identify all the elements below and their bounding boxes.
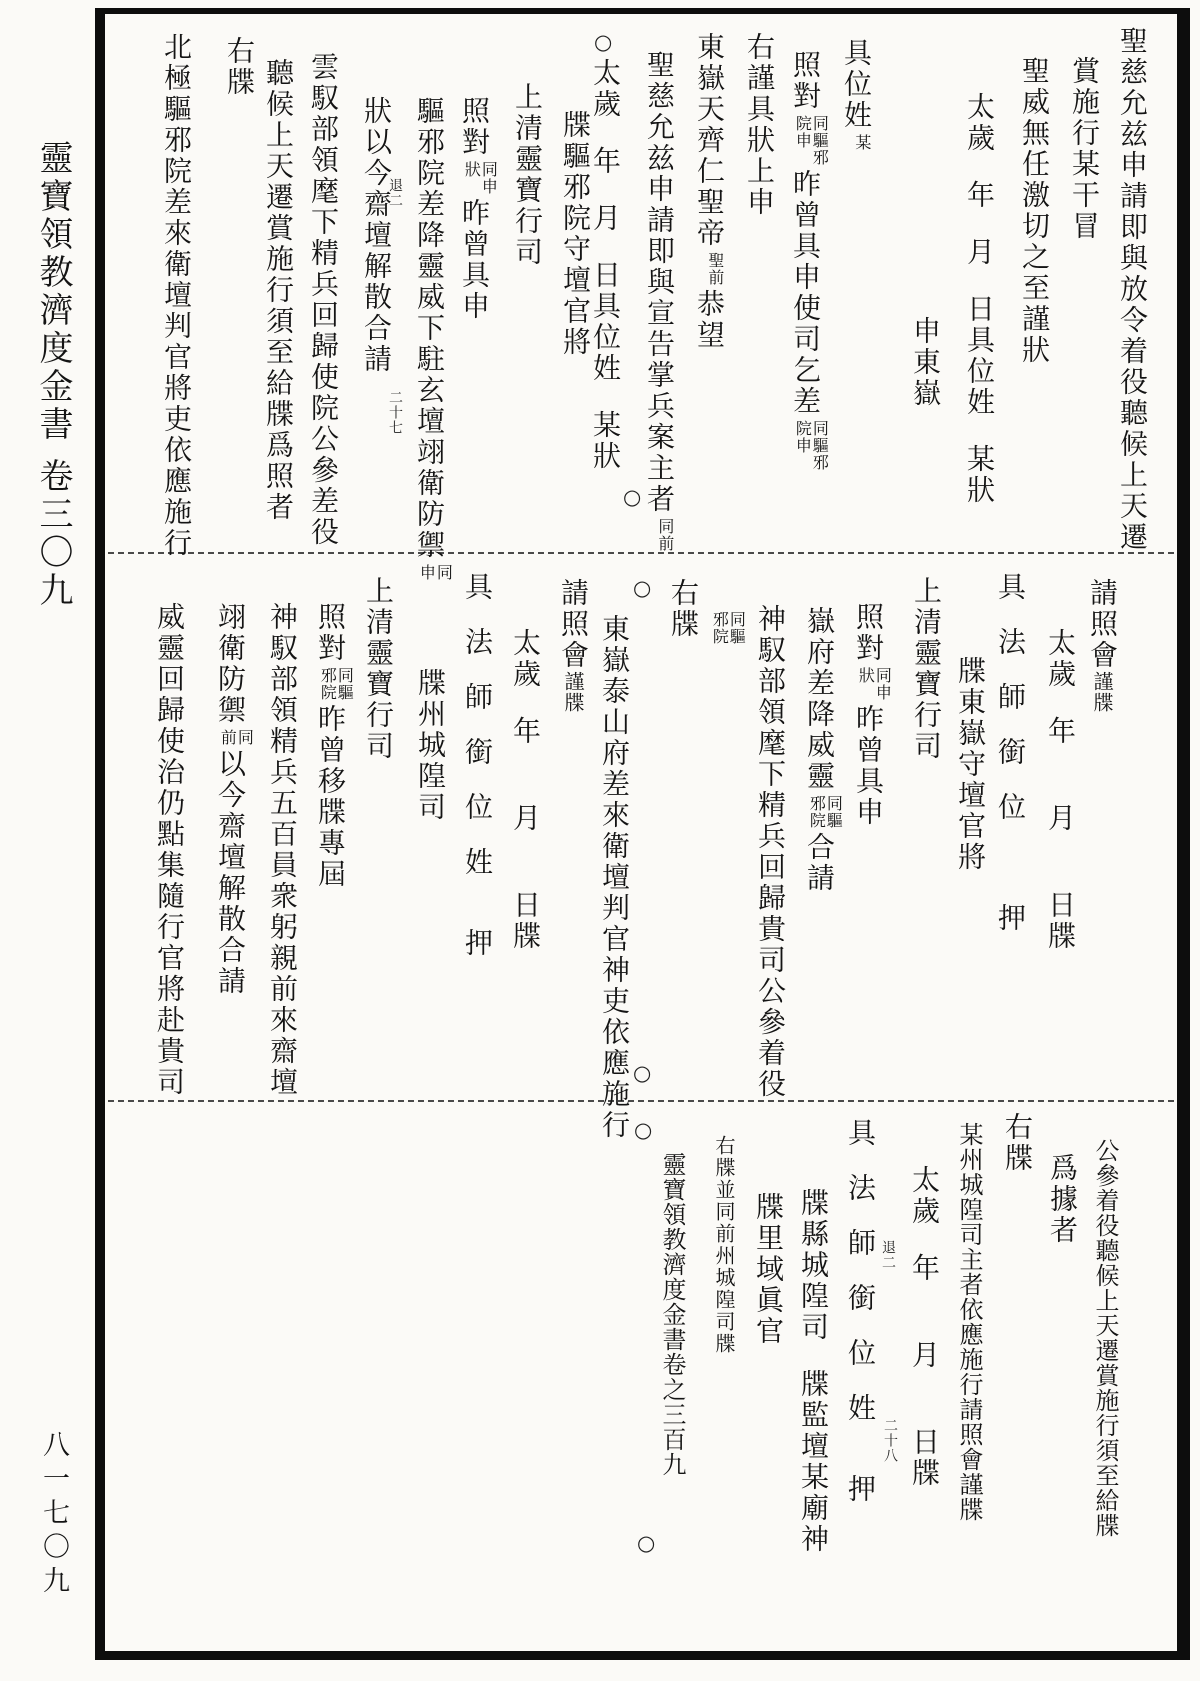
document-heading-column: 牒東嶽守壇官將: [954, 656, 985, 873]
text-column: 神馭部領麾下精兵回歸貴司公參着役: [754, 604, 785, 1100]
date-line-column: 太歲年月日牒: [908, 1165, 939, 1489]
colophon-volume-title: 靈寶領教濟度金書卷之三百九: [658, 1152, 684, 1477]
interlinear-note: 聖前: [705, 252, 723, 286]
book-title-text: 靈寶領教濟度金書: [34, 140, 71, 444]
text-column: 上清靈寶行司: [511, 82, 542, 268]
text-column: 右牒: [223, 36, 254, 98]
collation-note: 退二: [387, 178, 402, 208]
section-separator-mark: ○: [623, 485, 642, 509]
margin-page-number: [34, 1430, 74, 1600]
text-column: 照對 同驅 邪院 昨曾移牒專屆: [314, 602, 353, 890]
register-divider-line: [108, 1100, 1174, 1102]
text-column: 請照會謹牒: [1086, 578, 1117, 713]
collation-note: 退二: [880, 1240, 895, 1270]
signature-column: 具法師銜位姓押: [461, 572, 492, 959]
annotation-column: [700, 608, 744, 648]
text-column: 照對 同申 狀 昨曾具申: [458, 96, 497, 322]
text-column: 聖慈允兹申請即與放令着役聽候上天遷: [1116, 26, 1147, 553]
text-column: 北極驅邪院差來衛壇判官將吏依應施行: [160, 32, 191, 559]
text-column: 公參着役聽候上天遷賞施行須至給牒: [1091, 1138, 1117, 1538]
signature-column: 具法師銜位姓押: [844, 1118, 875, 1505]
text-column: 照對 同申 狀 昨曾具申: [852, 602, 891, 828]
text-column: 翊衛防禦 同 前 以今齋壇解散合請: [214, 602, 253, 997]
interlinear-note: 同前: [655, 518, 673, 552]
interlinear-note: 同驅邪 院申: [793, 115, 828, 166]
interlinear-note: 同 申: [417, 564, 452, 581]
document-heading-column: 牒州城隍司: [414, 668, 445, 823]
text-column: 雲馭部領麾下精兵回歸使院公參差役: [307, 52, 338, 548]
margin-book-title: [30, 140, 74, 610]
interlinear-note: 某: [852, 134, 870, 151]
note-column: 右牒並同前州城隍司牒: [712, 1135, 734, 1355]
date-line-column: 太歲年月日具位姓某狀: [963, 92, 994, 506]
text-column: 威靈回歸使治仍點集隨行官將赴貴司: [153, 602, 184, 1098]
interlinear-note: 同驅 邪院: [318, 667, 353, 701]
text-column: 上清靈寶行司: [910, 576, 941, 762]
text-column: 賞施行某干冒: [1068, 56, 1099, 242]
text-column: 狀以今齋壇解散合請: [360, 96, 391, 375]
date-line-column: 太歲年月日牒: [509, 628, 540, 952]
text-column: 請照會謹牒: [557, 578, 588, 713]
text-column: 東嶽天齊仁聖帝 聖前 恭望: [693, 32, 724, 351]
text-column: 右謹具狀上申: [743, 32, 774, 218]
text-column: 某州城隍司主者依應施行請照會謹牒: [955, 1122, 981, 1522]
text-column: 聖威無任激切之至謹狀: [1018, 56, 1049, 366]
text-column: 驅邪院差降靈威下駐玄壇翊衛防禦 同 申: [413, 96, 452, 581]
text-column: 申東嶽: [909, 316, 940, 409]
document-heading-column: 牒里域眞官: [752, 1192, 783, 1347]
interlinear-note: 同 前: [218, 729, 253, 746]
interlinear-note: 同申 狀: [462, 161, 497, 195]
document-heading-column: 牒驅邪院守壇官將: [559, 110, 590, 358]
interlinear-note: 同申 狀: [856, 667, 891, 701]
section-separator-mark: ○: [637, 1531, 656, 1555]
section-separator-mark: ○: [634, 1118, 653, 1142]
document-heading-column: 牒縣城隍司牒監壇某廟神: [797, 1188, 828, 1555]
section-separator-mark: ○: [594, 30, 613, 54]
signature-column: 具法師銜位押: [994, 572, 1025, 934]
interlinear-note: 同驅邪 院申: [793, 420, 828, 471]
text-column: 照對 同驅邪 院申 昨曾具申使司乞差 同驅邪 院申: [789, 50, 828, 471]
text-column: 神馭部領精兵五百員衆躬親前來齋壇: [266, 602, 297, 1098]
collation-note: 二十七: [387, 390, 402, 435]
date-line-column: 太歲年月日牒: [1044, 628, 1075, 952]
section-separator-mark: ○: [633, 1061, 652, 1085]
text-column: 右牒: [1001, 1112, 1032, 1174]
text-column: 聖慈允兹申請即與宣告掌兵案主者 同前: [643, 50, 674, 552]
interlinear-note: 同驅 邪院: [710, 611, 745, 645]
text-column: 聽候上天遷賞施行須至給牒爲照者: [262, 58, 293, 523]
page-number-text: 八一七〇九: [39, 1430, 69, 1600]
text-column: 上清靈寶行司: [362, 576, 393, 762]
interlinear-note: 同驅 邪院: [807, 795, 842, 829]
text-column: 嶽府差降威靈 同驅 邪院 合請: [803, 606, 842, 894]
collation-note: 二十八: [882, 1418, 897, 1463]
text-column: 右牒: [667, 578, 698, 640]
text-column: 爲據者: [1046, 1153, 1077, 1246]
volume-number-text: 卷三〇九: [34, 458, 71, 610]
text-column: 具位姓 某: [840, 38, 871, 151]
text-column: 東嶽泰山府差來衛壇判官神吏依應施行: [598, 614, 629, 1141]
section-separator-mark: ○: [633, 576, 652, 600]
date-line-column: 太歲年月日具位姓某狀: [589, 58, 620, 472]
